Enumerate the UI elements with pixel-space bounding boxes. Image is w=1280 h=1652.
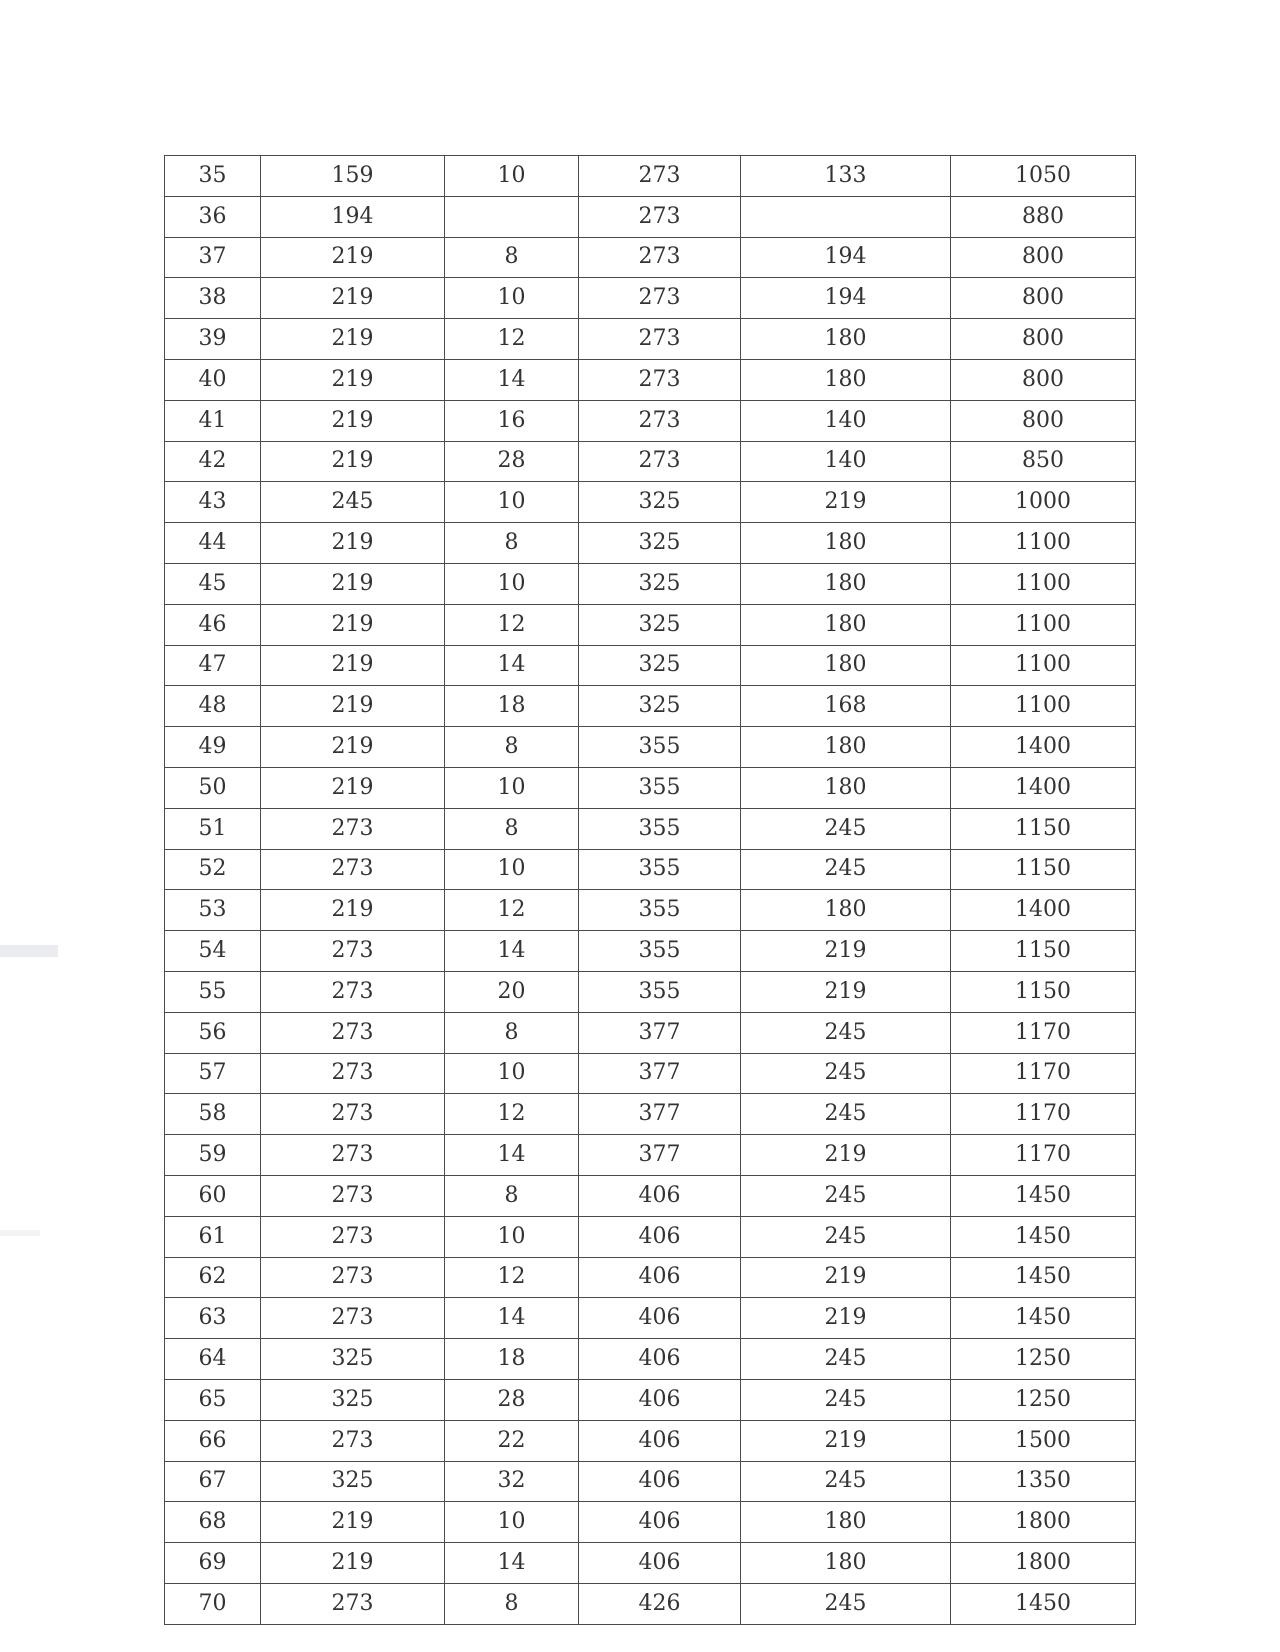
value-cell-4 xyxy=(741,196,951,237)
value-cell-4: 245 xyxy=(741,849,951,890)
value-cell-4: 180 xyxy=(741,563,951,604)
value-cell-5: 1400 xyxy=(951,890,1136,931)
value-cell-2: 8 xyxy=(445,727,579,768)
value-cell-2: 12 xyxy=(445,1094,579,1135)
value-cell-3: 273 xyxy=(579,156,741,197)
value-cell-3: 325 xyxy=(579,686,741,727)
row-number-cell: 37 xyxy=(165,237,261,278)
table-row xyxy=(165,1257,1136,1298)
value-cell-3: 426 xyxy=(579,1583,741,1624)
table-row xyxy=(165,1339,1136,1380)
row-number-cell: 50 xyxy=(165,767,261,808)
value-cell-3: 377 xyxy=(579,1012,741,1053)
table-row xyxy=(165,400,1136,441)
value-cell-4: 245 xyxy=(741,1339,951,1380)
value-cell-2: 16 xyxy=(445,400,579,441)
value-cell-3: 406 xyxy=(579,1543,741,1584)
value-cell-1: 219 xyxy=(261,890,445,931)
value-cell-3: 406 xyxy=(579,1175,741,1216)
value-cell-4: 245 xyxy=(741,1461,951,1502)
row-number-cell: 68 xyxy=(165,1502,261,1543)
row-number-cell: 56 xyxy=(165,1012,261,1053)
value-cell-2: 8 xyxy=(445,1583,579,1624)
value-cell-2: 10 xyxy=(445,1502,579,1543)
value-cell-4: 245 xyxy=(741,1012,951,1053)
value-cell-4: 245 xyxy=(741,1379,951,1420)
value-cell-5: 1150 xyxy=(951,931,1136,972)
row-number-cell: 35 xyxy=(165,156,261,197)
row-number-cell: 41 xyxy=(165,400,261,441)
value-cell-5: 1000 xyxy=(951,482,1136,523)
value-cell-4: 219 xyxy=(741,1257,951,1298)
value-cell-4: 180 xyxy=(741,890,951,931)
value-cell-4: 219 xyxy=(741,482,951,523)
row-number-cell: 51 xyxy=(165,808,261,849)
value-cell-5: 1250 xyxy=(951,1379,1136,1420)
value-cell-2: 12 xyxy=(445,890,579,931)
value-cell-5: 1100 xyxy=(951,563,1136,604)
value-cell-2: 10 xyxy=(445,767,579,808)
table-row xyxy=(165,686,1136,727)
value-cell-3: 273 xyxy=(579,237,741,278)
value-cell-5: 1170 xyxy=(951,1053,1136,1094)
value-cell-3: 273 xyxy=(579,400,741,441)
row-number-cell: 64 xyxy=(165,1339,261,1380)
value-cell-5: 1170 xyxy=(951,1094,1136,1135)
table-row xyxy=(165,971,1136,1012)
value-cell-2: 10 xyxy=(445,278,579,319)
table-row xyxy=(165,1502,1136,1543)
value-cell-2: 10 xyxy=(445,563,579,604)
value-cell-1: 219 xyxy=(261,523,445,564)
value-cell-2: 12 xyxy=(445,604,579,645)
value-cell-5: 800 xyxy=(951,319,1136,360)
value-cell-2: 32 xyxy=(445,1461,579,1502)
value-cell-4: 219 xyxy=(741,1298,951,1339)
value-cell-4: 133 xyxy=(741,156,951,197)
table-row xyxy=(165,237,1136,278)
row-number-cell: 54 xyxy=(165,931,261,972)
table-row xyxy=(165,767,1136,808)
value-cell-3: 273 xyxy=(579,319,741,360)
value-cell-4: 245 xyxy=(741,1094,951,1135)
value-cell-2: 8 xyxy=(445,523,579,564)
value-cell-5: 1350 xyxy=(951,1461,1136,1502)
table-row xyxy=(165,1216,1136,1257)
value-cell-3: 355 xyxy=(579,767,741,808)
row-number-cell: 43 xyxy=(165,482,261,523)
table-row xyxy=(165,931,1136,972)
value-cell-2: 14 xyxy=(445,1543,579,1584)
value-cell-4: 140 xyxy=(741,441,951,482)
table-row xyxy=(165,359,1136,400)
row-number-cell: 36 xyxy=(165,196,261,237)
row-number-cell: 42 xyxy=(165,441,261,482)
value-cell-1: 273 xyxy=(261,849,445,890)
table-row xyxy=(165,1094,1136,1135)
scan-edge-mark-top xyxy=(0,945,58,957)
table-row xyxy=(165,727,1136,768)
value-cell-4: 245 xyxy=(741,1175,951,1216)
value-cell-4: 245 xyxy=(741,1216,951,1257)
value-cell-3: 406 xyxy=(579,1298,741,1339)
value-cell-4: 180 xyxy=(741,767,951,808)
value-cell-5: 1100 xyxy=(951,686,1136,727)
table-row xyxy=(165,1583,1136,1624)
value-cell-4: 168 xyxy=(741,686,951,727)
row-number-cell: 47 xyxy=(165,645,261,686)
row-number-cell: 53 xyxy=(165,890,261,931)
value-cell-3: 325 xyxy=(579,563,741,604)
value-cell-5: 800 xyxy=(951,359,1136,400)
table-row xyxy=(165,1135,1136,1176)
value-cell-1: 273 xyxy=(261,1257,445,1298)
value-cell-5: 1150 xyxy=(951,849,1136,890)
row-number-cell: 61 xyxy=(165,1216,261,1257)
value-cell-1: 219 xyxy=(261,1543,445,1584)
value-cell-4: 180 xyxy=(741,604,951,645)
value-cell-2: 8 xyxy=(445,237,579,278)
value-cell-5: 1100 xyxy=(951,523,1136,564)
value-cell-1: 273 xyxy=(261,1012,445,1053)
value-cell-5: 1100 xyxy=(951,604,1136,645)
value-cell-5: 1800 xyxy=(951,1502,1136,1543)
value-cell-3: 377 xyxy=(579,1053,741,1094)
value-cell-1: 273 xyxy=(261,1298,445,1339)
row-number-cell: 70 xyxy=(165,1583,261,1624)
value-cell-1: 219 xyxy=(261,645,445,686)
value-cell-5: 1450 xyxy=(951,1583,1136,1624)
row-number-cell: 44 xyxy=(165,523,261,564)
value-cell-5: 1450 xyxy=(951,1216,1136,1257)
row-number-cell: 59 xyxy=(165,1135,261,1176)
value-cell-3: 355 xyxy=(579,931,741,972)
value-cell-5: 800 xyxy=(951,400,1136,441)
table-row xyxy=(165,1420,1136,1461)
value-cell-1: 273 xyxy=(261,931,445,972)
value-cell-4: 180 xyxy=(741,1502,951,1543)
value-cell-1: 325 xyxy=(261,1379,445,1420)
value-cell-1: 219 xyxy=(261,767,445,808)
value-cell-3: 406 xyxy=(579,1379,741,1420)
value-cell-4: 219 xyxy=(741,1420,951,1461)
data-table-container xyxy=(164,155,1135,1625)
value-cell-5: 1100 xyxy=(951,645,1136,686)
value-cell-1: 219 xyxy=(261,441,445,482)
row-number-cell: 45 xyxy=(165,563,261,604)
value-cell-1: 273 xyxy=(261,1175,445,1216)
value-cell-3: 355 xyxy=(579,971,741,1012)
table-row xyxy=(165,1175,1136,1216)
value-cell-5: 1400 xyxy=(951,727,1136,768)
row-number-cell: 39 xyxy=(165,319,261,360)
value-cell-3: 355 xyxy=(579,727,741,768)
table-row xyxy=(165,1053,1136,1094)
value-cell-2: 22 xyxy=(445,1420,579,1461)
table-row xyxy=(165,645,1136,686)
value-cell-3: 273 xyxy=(579,196,741,237)
value-cell-5: 1170 xyxy=(951,1135,1136,1176)
value-cell-2: 20 xyxy=(445,971,579,1012)
value-cell-1: 219 xyxy=(261,563,445,604)
value-cell-3: 325 xyxy=(579,482,741,523)
row-number-cell: 55 xyxy=(165,971,261,1012)
table-row xyxy=(165,849,1136,890)
value-cell-3: 325 xyxy=(579,523,741,564)
value-cell-2: 18 xyxy=(445,686,579,727)
value-cell-5: 850 xyxy=(951,441,1136,482)
value-cell-2: 10 xyxy=(445,849,579,890)
table-row xyxy=(165,1461,1136,1502)
data-table xyxy=(164,155,1136,1625)
value-cell-5: 800 xyxy=(951,237,1136,278)
row-number-cell: 38 xyxy=(165,278,261,319)
value-cell-3: 406 xyxy=(579,1420,741,1461)
table-row xyxy=(165,890,1136,931)
value-cell-3: 377 xyxy=(579,1135,741,1176)
value-cell-4: 180 xyxy=(741,645,951,686)
value-cell-4: 219 xyxy=(741,971,951,1012)
value-cell-5: 1500 xyxy=(951,1420,1136,1461)
value-cell-4: 180 xyxy=(741,523,951,564)
value-cell-1: 219 xyxy=(261,359,445,400)
row-number-cell: 60 xyxy=(165,1175,261,1216)
value-cell-1: 325 xyxy=(261,1339,445,1380)
value-cell-1: 273 xyxy=(261,1216,445,1257)
row-number-cell: 63 xyxy=(165,1298,261,1339)
value-cell-1: 219 xyxy=(261,686,445,727)
value-cell-1: 273 xyxy=(261,1053,445,1094)
value-cell-1: 273 xyxy=(261,1583,445,1624)
row-number-cell: 58 xyxy=(165,1094,261,1135)
value-cell-5: 1150 xyxy=(951,971,1136,1012)
table-row xyxy=(165,1012,1136,1053)
value-cell-4: 245 xyxy=(741,1583,951,1624)
value-cell-4: 219 xyxy=(741,931,951,972)
value-cell-2: 8 xyxy=(445,808,579,849)
data-table-body xyxy=(165,156,1136,1625)
row-number-cell: 52 xyxy=(165,849,261,890)
table-row xyxy=(165,808,1136,849)
value-cell-4: 140 xyxy=(741,400,951,441)
table-row xyxy=(165,319,1136,360)
value-cell-3: 355 xyxy=(579,890,741,931)
row-number-cell: 48 xyxy=(165,686,261,727)
value-cell-5: 1170 xyxy=(951,1012,1136,1053)
value-cell-2: 14 xyxy=(445,931,579,972)
value-cell-4: 245 xyxy=(741,1053,951,1094)
value-cell-4: 194 xyxy=(741,278,951,319)
row-number-cell: 49 xyxy=(165,727,261,768)
value-cell-3: 406 xyxy=(579,1216,741,1257)
table-row xyxy=(165,1298,1136,1339)
value-cell-4: 219 xyxy=(741,1135,951,1176)
value-cell-5: 800 xyxy=(951,278,1136,319)
value-cell-1: 159 xyxy=(261,156,445,197)
value-cell-1: 219 xyxy=(261,604,445,645)
value-cell-3: 355 xyxy=(579,808,741,849)
row-number-cell: 46 xyxy=(165,604,261,645)
value-cell-3: 325 xyxy=(579,604,741,645)
value-cell-3: 406 xyxy=(579,1339,741,1380)
value-cell-1: 219 xyxy=(261,319,445,360)
scan-edge-mark-bottom xyxy=(0,1230,40,1236)
row-number-cell: 69 xyxy=(165,1543,261,1584)
value-cell-4: 194 xyxy=(741,237,951,278)
row-number-cell: 67 xyxy=(165,1461,261,1502)
value-cell-1: 273 xyxy=(261,1420,445,1461)
value-cell-5: 1800 xyxy=(951,1543,1136,1584)
value-cell-4: 180 xyxy=(741,319,951,360)
value-cell-5: 1450 xyxy=(951,1298,1136,1339)
value-cell-1: 325 xyxy=(261,1461,445,1502)
value-cell-1: 219 xyxy=(261,727,445,768)
value-cell-3: 406 xyxy=(579,1257,741,1298)
value-cell-1: 273 xyxy=(261,1135,445,1176)
value-cell-2: 12 xyxy=(445,319,579,360)
value-cell-4: 245 xyxy=(741,808,951,849)
value-cell-5: 1450 xyxy=(951,1257,1136,1298)
value-cell-2: 14 xyxy=(445,645,579,686)
table-row xyxy=(165,196,1136,237)
table-row xyxy=(165,441,1136,482)
value-cell-4: 180 xyxy=(741,727,951,768)
table-row xyxy=(165,523,1136,564)
row-number-cell: 57 xyxy=(165,1053,261,1094)
value-cell-2: 12 xyxy=(445,1257,579,1298)
value-cell-3: 406 xyxy=(579,1461,741,1502)
value-cell-1: 219 xyxy=(261,278,445,319)
value-cell-2: 28 xyxy=(445,441,579,482)
value-cell-1: 194 xyxy=(261,196,445,237)
value-cell-3: 406 xyxy=(579,1502,741,1543)
value-cell-3: 325 xyxy=(579,645,741,686)
value-cell-1: 273 xyxy=(261,971,445,1012)
value-cell-5: 880 xyxy=(951,196,1136,237)
value-cell-2 xyxy=(445,196,579,237)
value-cell-2: 10 xyxy=(445,482,579,523)
value-cell-2: 8 xyxy=(445,1012,579,1053)
table-row xyxy=(165,563,1136,604)
value-cell-1: 273 xyxy=(261,1094,445,1135)
value-cell-1: 219 xyxy=(261,1502,445,1543)
value-cell-1: 245 xyxy=(261,482,445,523)
value-cell-2: 10 xyxy=(445,1216,579,1257)
table-row xyxy=(165,156,1136,197)
value-cell-2: 14 xyxy=(445,1135,579,1176)
value-cell-2: 14 xyxy=(445,1298,579,1339)
table-row xyxy=(165,482,1136,523)
value-cell-3: 273 xyxy=(579,278,741,319)
value-cell-4: 180 xyxy=(741,359,951,400)
row-number-cell: 66 xyxy=(165,1420,261,1461)
value-cell-1: 219 xyxy=(261,237,445,278)
value-cell-3: 377 xyxy=(579,1094,741,1135)
table-row xyxy=(165,1379,1136,1420)
value-cell-5: 1150 xyxy=(951,808,1136,849)
value-cell-5: 1450 xyxy=(951,1175,1136,1216)
value-cell-1: 219 xyxy=(261,400,445,441)
value-cell-1: 273 xyxy=(261,808,445,849)
value-cell-5: 1250 xyxy=(951,1339,1136,1380)
table-row xyxy=(165,604,1136,645)
value-cell-3: 273 xyxy=(579,441,741,482)
row-number-cell: 40 xyxy=(165,359,261,400)
value-cell-5: 1050 xyxy=(951,156,1136,197)
value-cell-2: 10 xyxy=(445,1053,579,1094)
value-cell-2: 14 xyxy=(445,359,579,400)
value-cell-3: 273 xyxy=(579,359,741,400)
value-cell-5: 1400 xyxy=(951,767,1136,808)
row-number-cell: 65 xyxy=(165,1379,261,1420)
value-cell-3: 355 xyxy=(579,849,741,890)
table-row xyxy=(165,1543,1136,1584)
value-cell-2: 10 xyxy=(445,156,579,197)
value-cell-4: 180 xyxy=(741,1543,951,1584)
table-row xyxy=(165,278,1136,319)
value-cell-2: 18 xyxy=(445,1339,579,1380)
value-cell-2: 28 xyxy=(445,1379,579,1420)
row-number-cell: 62 xyxy=(165,1257,261,1298)
value-cell-2: 8 xyxy=(445,1175,579,1216)
